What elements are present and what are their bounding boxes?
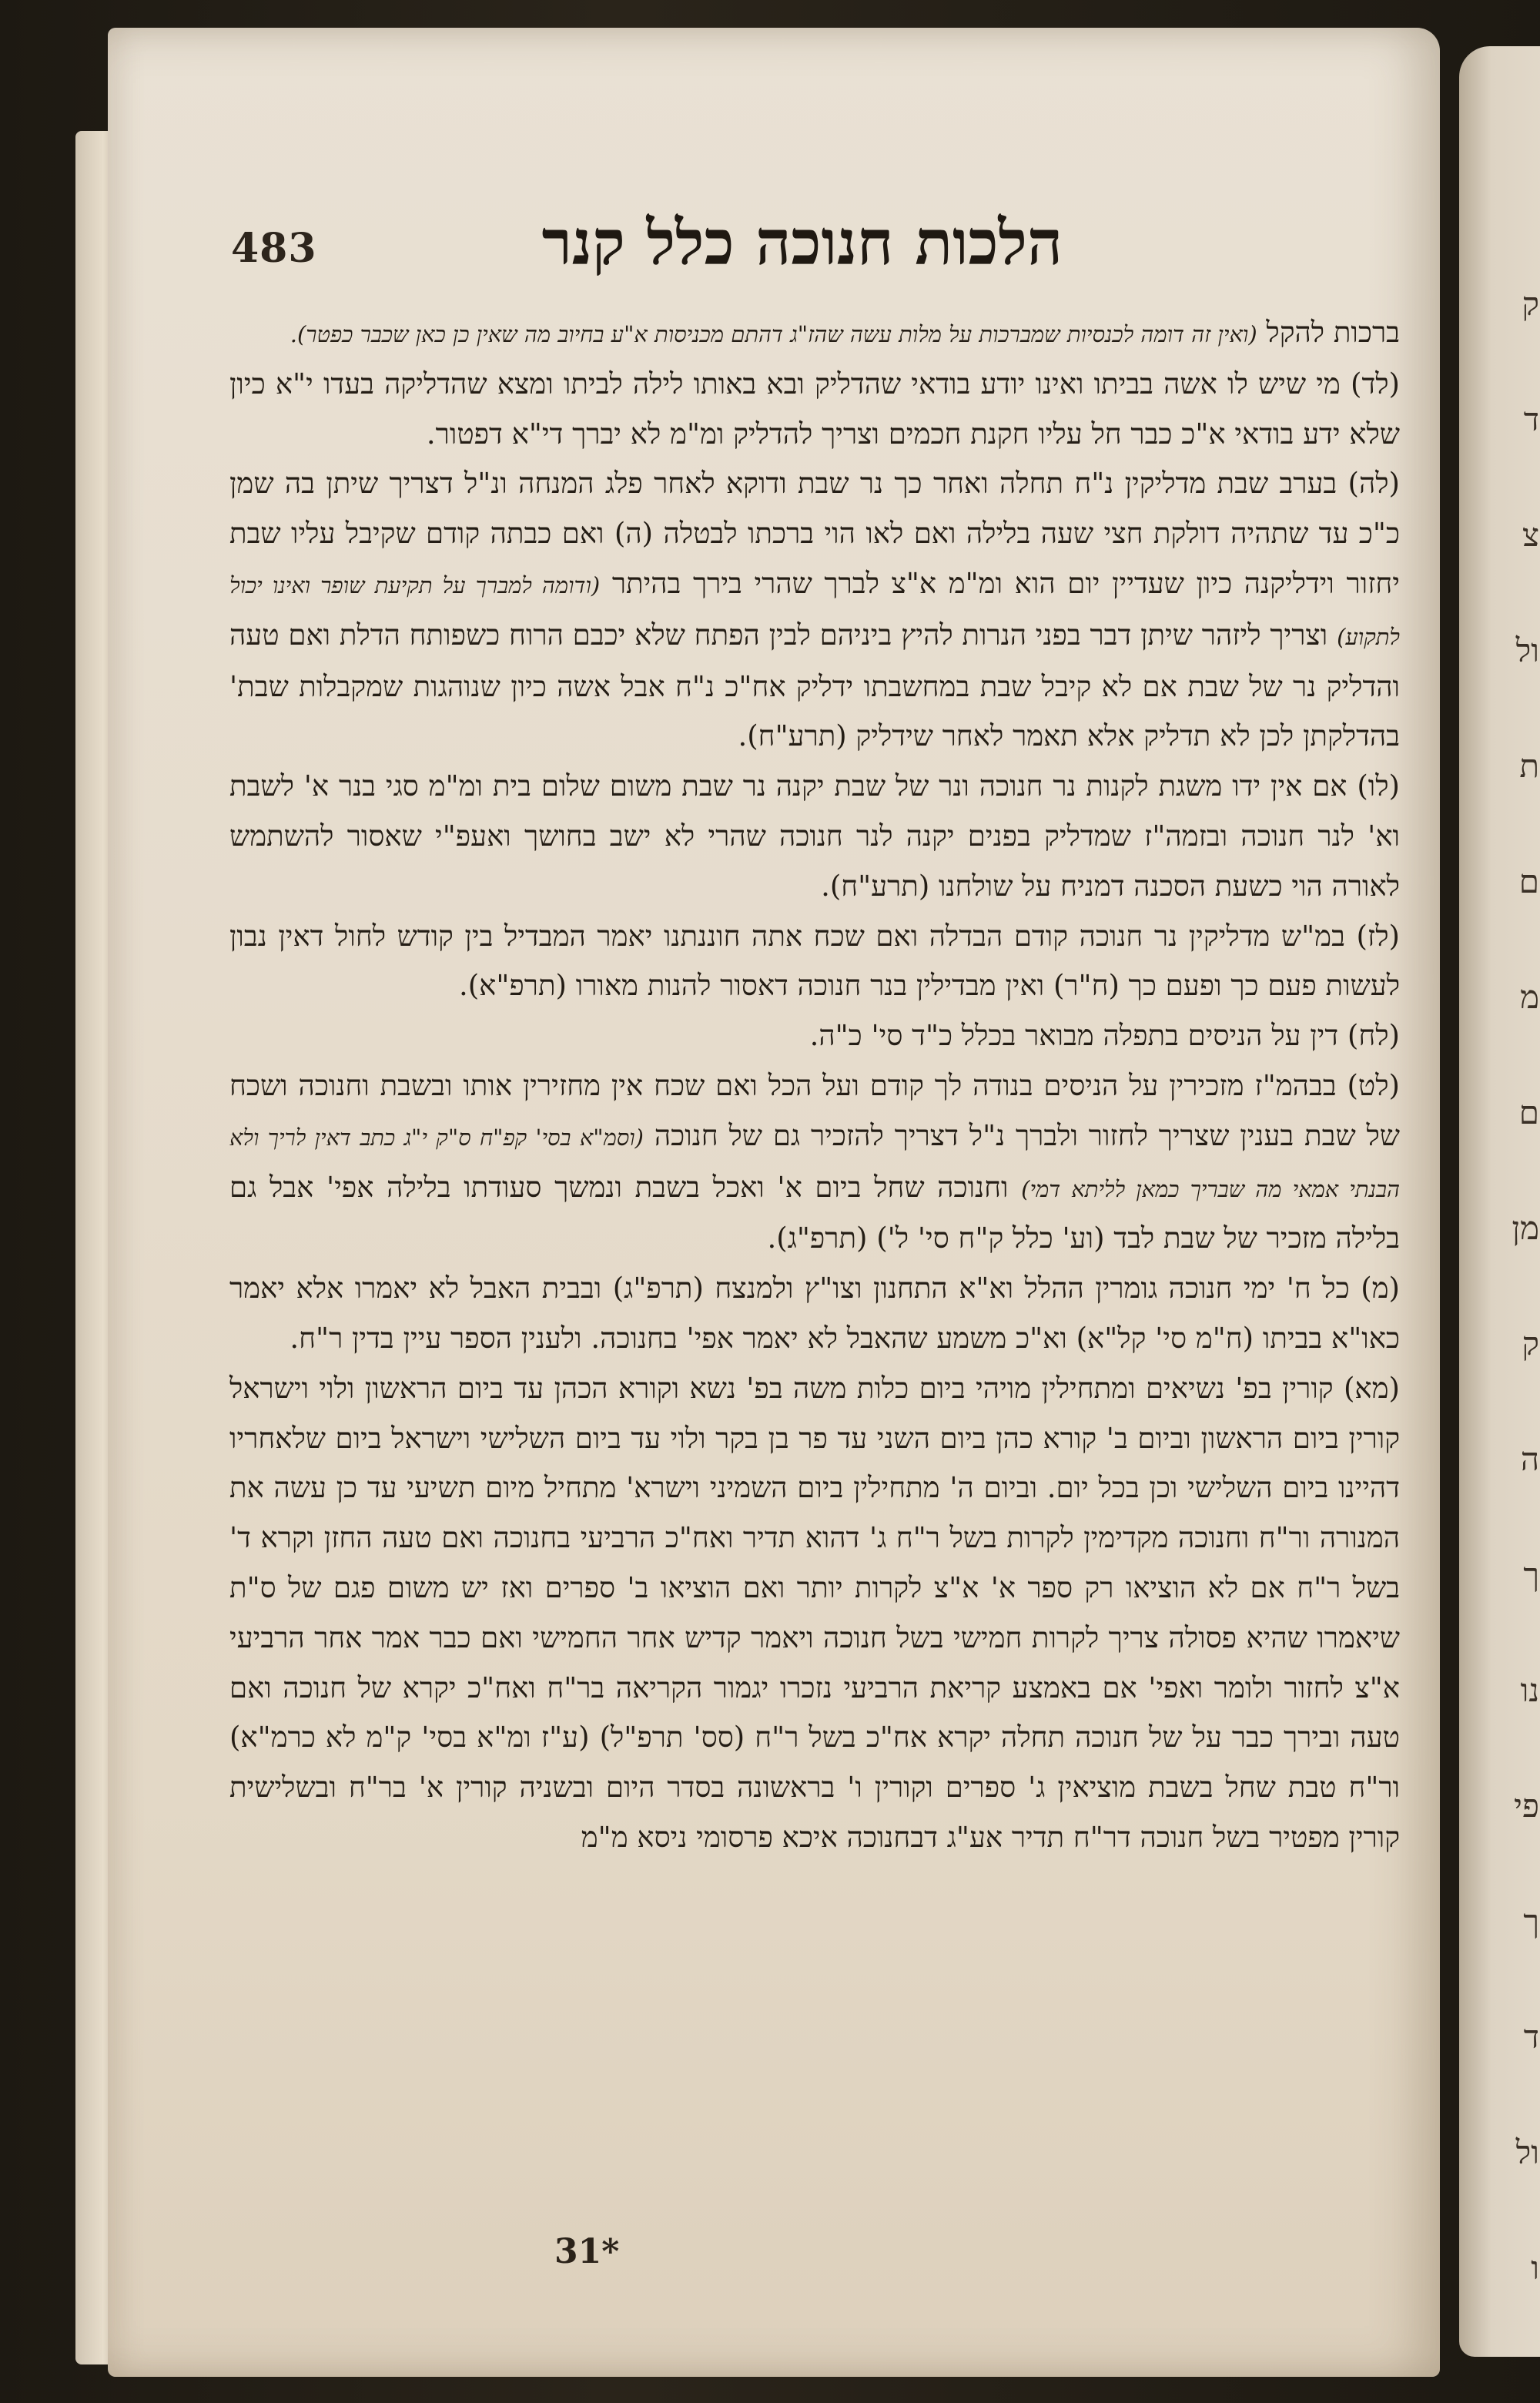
paragraph-text: (לו) אם אין ידו משגת לקנות נר חנוכה ונר של שבת יקנה נר שבת משום שלום בית ומ"מ סגי בנר א' לשבת וא' לנר חנוכה ובזמה"ז שמדליק בפנים יקנה לנר חנוכה שהרי לא ישב בחושך ואעפ"י שאסור להשתמש לאורה הוי כשעת הסכנה דמניח על שולחנו (תרע"ח). (229, 769, 1400, 903)
next-page-fragment: ם (1518, 1094, 1539, 1131)
paragraph-text: ברכות להקל (1266, 316, 1400, 349)
next-page-fragment: ך (1523, 1556, 1539, 1594)
paragraph (229, 308, 1400, 360)
next-page-fragment: נו (1520, 1671, 1539, 1709)
next-page-fragment: ם (1518, 863, 1539, 900)
next-page-fragment: ד (1523, 2018, 1539, 2056)
paragraph-small-text: (וסמ"א בסי' קפ"ח ס"ק י"ג כתב דאין לריך ולא הבנתי אמאי מה שבריך כמאן לליתא דמי) (229, 1124, 1400, 1202)
page-title: הלכות חנוכה כלל קנר (541, 206, 1063, 279)
paragraph-text-continued: וצריך ליזהר שיתן דבר בפני הנרות להיץ ביניהם לבין הפתח שלא יכבם הרוח כשפותח הדלת ואם טעה והדליק נר של שבת אם לא קיבל שבת במחשבתו ידליק אח"כ נ"ח אבל אשה כיון שנוהגות שמקבלות שבת' בהדלקתן לכן לא תדליק אלא תאמר לאחר שידליק (תרע"ח). (229, 618, 1400, 753)
next-page-fragment: ק (1522, 1325, 1539, 1362)
paragraph (229, 459, 1400, 762)
page-number: 483 (231, 225, 317, 272)
next-page-fragment: ול (1515, 2133, 1539, 2171)
next-page-edge (1459, 46, 1540, 2357)
paragraph (229, 360, 1400, 460)
paragraph-text: (לה) בערב שבת מדליקין נ"ח תחלה ואחר כך נר שבת ודוקא לאחר פלג המנחה ונ"ל דצריך שיתן בה שמן כ"כ עד שתהיה דולקת חצי שעה בלילה ואם לאו הוי ברכתו לבטלה (ה) ואם כבתה קודם שקיבל עליו שבת יחזור וידליקנה כיון שעדיין יום הוא ומ"מ א"צ לברך שהרי בירך בהיתר (229, 467, 1401, 600)
next-page-fragment: ק (1522, 285, 1539, 323)
paragraph (229, 762, 1400, 911)
paragraph (229, 1011, 1400, 1061)
paragraph-text: (לד) מי שיש לו אשה בביתו ואינו יודע בודאי שהדליק ובא באותו לילה לביתו ומצא שהדליקה בעדו י"א כיון שלא ידע בודאי א"כ כבר חל עליו חקנת חכמים וצריך להדליק ומ"מ לא יברך די"א דפטור. (229, 367, 1400, 451)
paragraph (229, 1364, 1400, 1863)
next-page-fragment: ה (1520, 1440, 1539, 1478)
next-page-fragment: ך (1523, 1902, 1539, 1940)
next-page-fragment: פי (1513, 1787, 1539, 1825)
paragraph-small-text: (ואין זה דומה לכנסיות שמברכות על מלות עשה שהז"ג דהתם מכניסות א"ע בחיוב מה שאין כן כאן שכבר כפטר). (290, 321, 1257, 347)
body-text (229, 308, 1400, 1863)
next-page-fragment: ת (1519, 747, 1539, 785)
paragraph-small-text: (ודומה למברך על תקיעת שופר ואינו יכול לתקוע) (229, 571, 1400, 650)
next-page-fragment: ד (1523, 400, 1539, 438)
paragraph-text-continued: וחנוכה שחל ביום א' ואכל בשבת ונמשך סעודתו בלילה אפי' אבל גם בלילה מזכיר של שבת לבד (וע' כלל ק"ח סי' ל') (תרפ"ג). (229, 1170, 1400, 1255)
paragraph-text: (לח) דין על הניסים בתפלה מבואר בכלל כ"ד סי' כ"ה. (809, 1019, 1400, 1053)
next-page-fragment: ו (1531, 2249, 1539, 2287)
paragraph (229, 1061, 1400, 1264)
next-page-fragment: צ (1522, 516, 1539, 554)
paragraph-text: (מ) כל ח' ימי חנוכה גומרין ההלל וא"א התחנון וצו"ץ ולמנצח (תרפ"ג) ובבית האבל לא יאמרו אלא יאמר כאו"א בביתו (ח"מ סי' קל"א) וא"כ משמע שהאבל לא יאמר אפי' בחנוכה. ולענין הספר עיין בדין ר"ח. (229, 1272, 1400, 1355)
paragraph-text: (מא) קורין בפ' נשיאים ומתחילין מויהי ביום כלות משה בפ' נשא וקורא הכהן עד ביום הראשון ולוי וישראל קורין ביום הראשון וביום ב' קורא כהן ביום השני עד פר בן בקר ולוי עד ביום השלישי וישראל ביום שלאחריו דהיינו ביום השלישי וכן בכל יום. וביום ה' מתחילין ביום השמיני וישרא' מתחיל מיום תשיעי עד כן עשה את המנורה ור"ח וחנוכה מקדימין לקרות בשל ר"ח ג' דהוא תדיר ואח"כ הרביעי בחנוכה ואם טעה החזן וקרא ד' בשל ר"ח אם לא הוציאו רק ספר א' א"צ לקרות יותר ואם הוציאו ב' ספרים ואז יש משום פגם של ס"ת שיאמרו שהיא פסולה צריך לקרות חמישי בשל חנוכה ויאמר קדיש אחר החמישי ואם כבר אמר אחר הרביעי א"צ לחזור ולומר ואפי' אם באמצע קריאת הרביעי נזכרו יגמור הקריאה בר"ח ואח"כ יקרא של חנוכה ואם טעה ובירך כבר על של חנוכה תחלה יקרא אח"כ בשל ר"ח (סס' תרפ"ל) (ע"ז ומ"א בסי' ק"מ לא כרמ"א) ור"ח טבת שחל בשבת מוציאין ג' ספרים וקורין ו' בראשונה בסדר היום ובשניה קורין א' בר"ח ובשלישית קורין מפטיר בשל חנוכה דר"ח תדיר אע"ג דבחנוכה איכא פרסומי ניסא מ"מ (229, 1371, 1400, 1854)
paragraph-text: (לט) בבהמ"ז מזכירין על הניסים בנודה לך קודם ועל הכל ואם שכח אין מחזירין אותו ובשבת וחנוכה ושכח של שבת בענין שצריך לחזור ולברך נ"ל דצריך להזכיר גם של חנוכה (229, 1068, 1401, 1152)
next-page-fragment: מן (1512, 1209, 1539, 1247)
paragraph (229, 1264, 1400, 1364)
signature-mark: 31* (554, 2232, 620, 2271)
next-page-fragment: ול (1515, 632, 1539, 669)
paragraph (229, 912, 1400, 1012)
paragraph-text: (לז) במ"ש מדליקין נר חנוכה קודם הבדלה ואם שכח אתה חוננתנו יאמר המבדיל בין קודש לחול דאין נבון לעשות פעם כך ופעם כך (ח"ר) ואין מבדילין בנר חנוכה דאסור להנות מאורו (תרפ"א). (229, 919, 1400, 1003)
next-page-fragment: מ (1520, 978, 1539, 1016)
